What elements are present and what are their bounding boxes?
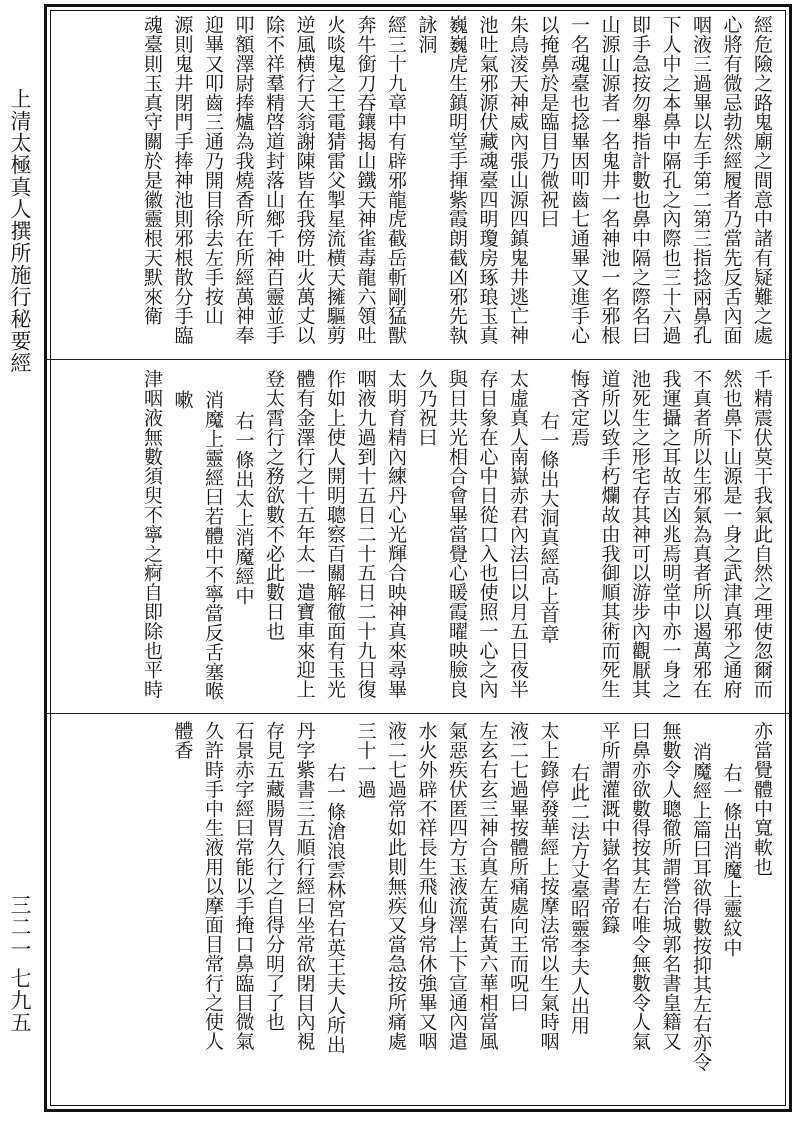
- text-line: 體香: [171, 721, 194, 760]
- side-title: 上清太極真人撰所施行秘要經: [8, 88, 32, 374]
- text-line: 經危險之路鬼廟之間意中諸有疑難之處: [751, 15, 773, 345]
- text-line: 消魔經上篇曰耳欲得數按抑其左右亦令: [690, 741, 712, 1072]
- text-line: 水火外辟不祥長生飛仙身常休強畢又咽: [415, 721, 438, 1051]
- text-line: 魂臺則玉真守關於是徽靈根天默來衛: [141, 15, 163, 326]
- text-line: 津咽液無數須臾不寧之痾自即除也平時: [141, 369, 163, 699]
- text-line: 曰鼻亦欲數得按其左右唯令無數令人氣: [629, 721, 651, 1051]
- panel-divider: [47, 359, 789, 360]
- text-line: 悔吝定焉: [568, 369, 590, 447]
- text-line: 亦當覺體中寬軟也: [751, 721, 773, 877]
- text-line: 登太霄行之務欲數不必此數日也: [263, 369, 285, 641]
- text-line: 久許時手中生液用以摩面目常行之使人: [202, 721, 224, 1051]
- text-line: 叩額澤尉捧爐為我燒香所在所經萬神奉: [232, 15, 255, 345]
- text-line: 久乃祝曰: [415, 369, 438, 447]
- text-line: 體有金澤行之十五年太一遣寶車來迎上: [293, 369, 316, 699]
- text-column: [61, 721, 777, 1107]
- text-line: 池死生之形宅存其神可以游步內觀厭其: [629, 369, 651, 699]
- text-line: 咽液九過到十五日二十五日二十九日復: [354, 369, 377, 699]
- text-panel-bottom: [61, 721, 777, 1107]
- panel-divider: [47, 713, 789, 714]
- text-line: 三十一過: [354, 721, 377, 799]
- text-line: 咽液三過畢以左手第二第三指捻兩鼻孔: [690, 15, 712, 345]
- text-line: 右此二法方丈臺昭靈李夫人出用: [568, 762, 590, 1035]
- text-line: 下人中之本鼻中隔孔之內際也三十六過: [659, 15, 682, 345]
- text-line: 奔牛銜刀吞鑲揭山鐵天神雀毒龍六領吐: [354, 15, 377, 345]
- text-line: 存日象在心中日從口入也使照一心之內: [476, 369, 499, 699]
- text-line: 源則鬼井閉門手捧神池則邪根散分手臨: [171, 15, 194, 345]
- text-line: 一名魂臺也捻畢因叩齒七通畢又進手心: [568, 15, 590, 345]
- text-line: 經三十九章中有辟邪龍虎截岳斬剛猛獸: [385, 15, 407, 345]
- text-line: 不真者所以生邪氣為真者所以遏萬邪在: [690, 369, 712, 699]
- text-line: 即手急按勿舉指計數也鼻中隔之際名曰: [629, 15, 651, 345]
- text-line: 右一條出大洞真經高上首章: [537, 410, 560, 644]
- text-line: 朱鳥淩天神威內張山源四鎮鬼井逃亡神: [507, 15, 529, 345]
- text-line: 山源山源者一名鬼井一名神池一名邪根: [598, 15, 621, 345]
- text-line: 迎畢又叩齒三通乃開目徐去左手按山: [202, 15, 224, 326]
- text-line: 千精震伏莫干我氣此自然之理使忽爾而: [751, 369, 773, 699]
- page-frame: [44, 4, 792, 1112]
- text-line: 無數令人聰徹所謂營治城郭名書皇籍又: [659, 721, 682, 1051]
- text-line: 巍巍虎生鎮明堂手揮紫霞朗截凶邪先執詠洞: [415, 15, 468, 345]
- text-line: 火啖鬼之王電猜雷父掣星流横天擁驅剪: [324, 15, 346, 345]
- text-panel-middle: [61, 369, 777, 707]
- text-line: 消魔上靈經曰若體中不寧當反舌塞喉嗽: [171, 389, 224, 701]
- text-line: 太虛真人南嶽赤君內法曰以月五日夜半: [507, 369, 529, 699]
- text-line: 我運攝之耳故吉凶兆焉明堂中亦一身之: [659, 369, 682, 699]
- text-line: 除不祥羣精啓道封落山鄉千神百靈並手: [263, 15, 285, 345]
- text-line: 右一條滄浪雲林宮右英王夫人所出: [324, 762, 346, 1054]
- text-line: 池吐氣邪源伏藏魂臺四明瓊房琢琅玉真: [476, 15, 499, 345]
- text-line: 液二七過常如此則無疾又當急按所痛處: [385, 721, 407, 1051]
- text-line: 左玄右玄三神合真左黃右黃六華相當風: [476, 721, 499, 1051]
- text-line: 作如上使人開明聰察百關解徹面有玉光: [324, 369, 346, 699]
- text-line: 存見五藏腸胃久行之自得分明了了也: [263, 721, 285, 1032]
- text-panel-top: [61, 15, 777, 355]
- text-line: 心將有微忌勃然經履者乃當先反舌內面: [720, 15, 743, 345]
- text-line: 平所謂灌溉中嶽名書帝籙: [598, 721, 621, 935]
- text-line: 與日共光相合會畢當覺心暖霞曜映臉良: [446, 369, 468, 699]
- text-line: 氣惡疾伏匿四方玉液流澤上下宣通內遣: [446, 721, 468, 1051]
- text-line: 右一條出太上消魔經中: [232, 410, 255, 605]
- text-line: 右一條出消魔上靈紋中: [720, 762, 743, 957]
- text-line: 石景赤字經曰常能以手掩口鼻臨目微氣: [232, 721, 255, 1051]
- text-line: 逆風横行天翁謝陳皆在我傍吐火萬丈以: [293, 15, 316, 345]
- text-line: 丹字紫書三五順行經曰坐常欲閉目內視: [293, 721, 316, 1051]
- text-line: 道所以致手朽爛故由我御順其術而死生: [598, 369, 621, 699]
- text-line: 太上錄停發華經上按摩法常以生氣時咽: [537, 721, 560, 1051]
- text-line: 然也鼻下山源是一身之武津真邪之通府: [720, 369, 743, 699]
- text-line: 太明育精內練丹心光輝合映神真來尋畢: [385, 369, 407, 699]
- text-line: 以掩鼻於是臨目乃微祝曰: [537, 15, 560, 229]
- text-column: [61, 15, 777, 355]
- page-number: 三二一 七九五: [8, 894, 32, 1034]
- text-line: 液二七過畢按體所痛處向王而呪曰: [507, 721, 529, 1012]
- text-column: [61, 369, 777, 707]
